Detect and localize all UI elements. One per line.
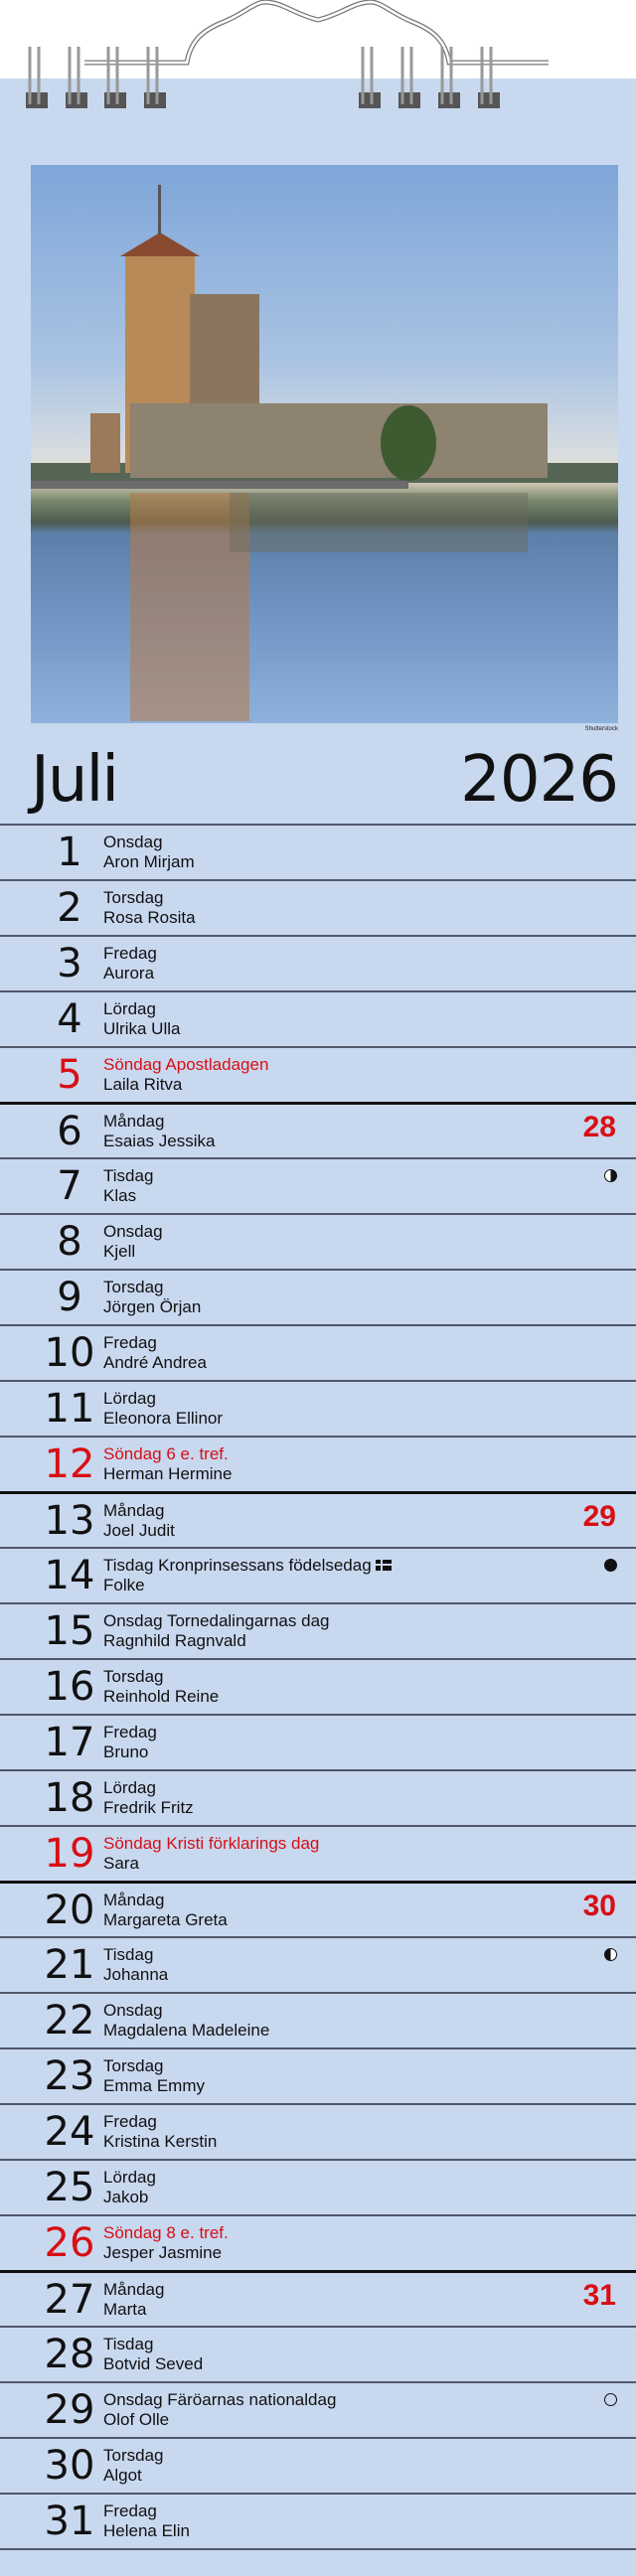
weekday: Lördag <box>103 999 156 1018</box>
weekday: Fredag <box>103 944 157 963</box>
day-row <box>0 2381 636 2437</box>
day-number: 23 <box>44 2053 95 2099</box>
weekday: Tisdag <box>103 2335 154 2353</box>
name-day: Klas <box>103 1186 137 1205</box>
day-number: 7 <box>57 1163 82 1209</box>
holiday-note: Färöarnas nationaldag <box>167 2390 337 2409</box>
day-number: 14 <box>44 1553 95 1598</box>
day-text <box>103 2446 163 2486</box>
name-day: Bruno <box>103 1743 149 1761</box>
day-row <box>0 1769 636 1825</box>
day-text <box>103 1891 228 1930</box>
weekday: Lördag <box>103 2168 156 2187</box>
name-day: Jörgen Örjan <box>103 1297 202 1316</box>
day-number: 31 <box>44 2499 95 2544</box>
day-row <box>0 1046 636 1102</box>
name-day: Emma Emmy <box>103 2076 205 2095</box>
weekday: Tisdag <box>103 1166 154 1185</box>
month-title: Juli <box>31 743 117 817</box>
name-day: Algot <box>103 2466 142 2485</box>
holiday-note: Tornedalingarnas dag <box>166 1611 330 1630</box>
name-day: Kjell <box>103 1242 136 1261</box>
weekday: Torsdag <box>103 1278 164 1296</box>
moon-new-icon <box>604 1559 617 1572</box>
weekday: Tisdag <box>103 1945 154 1964</box>
name-day: Botvid Seved <box>103 2354 204 2373</box>
day-row <box>0 1547 636 1602</box>
day-number: 29 <box>44 2387 95 2433</box>
holiday-note: Kronprinsessans födelsedag <box>158 1556 372 1575</box>
day-text <box>103 1778 194 1818</box>
day-text <box>103 1444 232 1484</box>
day-number: 5 <box>57 1052 82 1098</box>
day-row <box>0 1881 636 1936</box>
day-row <box>0 879 636 935</box>
weekday: Måndag <box>103 2280 165 2299</box>
day-number: 26 <box>44 2220 95 2266</box>
day-number: 16 <box>44 1664 95 1710</box>
day-number: 20 <box>44 1888 95 1933</box>
day-number: 18 <box>44 1775 95 1821</box>
day-row <box>0 1936 636 1992</box>
day-number: 3 <box>57 941 82 986</box>
weekday: Söndag <box>103 1444 162 1463</box>
day-row <box>0 824 636 879</box>
weekday: Onsdag <box>103 2390 163 2409</box>
day-text <box>103 1501 175 1541</box>
day-row <box>0 1658 636 1714</box>
name-day: Ragnhild Ragnvald <box>103 1631 246 1650</box>
day-list <box>0 824 636 2548</box>
day-number: 15 <box>44 1608 95 1654</box>
name-day: Rosa Rosita <box>103 908 196 927</box>
castle-photo <box>31 165 618 723</box>
day-number: 19 <box>44 1831 95 1877</box>
day-row <box>0 2270 636 2326</box>
day-row <box>0 935 636 990</box>
name-day: Fredrik Fritz <box>103 1798 194 1817</box>
name-day: Jesper Jasmine <box>103 2243 223 2262</box>
day-row <box>0 2159 636 2214</box>
day-text <box>103 1166 153 1206</box>
day-row <box>0 1436 636 1491</box>
name-day: Helena Elin <box>103 2521 190 2540</box>
day-text <box>103 1556 392 1595</box>
holiday-note: Apostladagen <box>165 1055 269 1074</box>
weekday: Onsdag <box>103 833 163 851</box>
day-text <box>103 2223 229 2263</box>
name-day: Olof Olle <box>103 2410 170 2429</box>
spiral-binding-hanger <box>0 0 636 169</box>
day-text <box>103 833 195 872</box>
weekday: Lördag <box>103 1778 156 1797</box>
day-number: 10 <box>44 1330 95 1376</box>
day-row <box>0 2437 636 2493</box>
name-day: Margareta Greta <box>103 1910 228 1929</box>
name-day: Sara <box>103 1854 139 1873</box>
name-day: Aurora <box>103 964 155 983</box>
day-number: 4 <box>57 996 82 1042</box>
day-text <box>103 2335 203 2374</box>
name-day: Esaias Jessika <box>103 1132 216 1150</box>
day-row <box>0 1491 636 1547</box>
holiday-note: 6 e. tref. <box>166 1444 229 1463</box>
name-day: Johanna <box>103 1965 169 1984</box>
weekday: Söndag <box>103 1055 162 1074</box>
weekday: Måndag <box>103 1501 165 1520</box>
day-row <box>0 1825 636 1881</box>
day-row <box>0 1602 636 1658</box>
weekday: Måndag <box>103 1891 165 1909</box>
weekday: Torsdag <box>103 1667 164 1686</box>
name-day: Folke <box>103 1576 145 1594</box>
day-row <box>0 2047 636 2103</box>
year-title: 2026 <box>460 743 618 817</box>
day-text <box>103 2168 156 2207</box>
day-text <box>103 1945 168 1985</box>
day-row <box>0 2103 636 2159</box>
day-number: 11 <box>44 1386 95 1432</box>
week-number: 31 <box>582 2279 616 2312</box>
day-number: 6 <box>57 1109 82 1154</box>
day-text <box>103 1278 201 1317</box>
day-row <box>0 1324 636 1380</box>
weekday: Torsdag <box>103 2056 164 2075</box>
week-number: 28 <box>582 1111 616 1143</box>
day-number: 24 <box>44 2109 95 2155</box>
day-text <box>103 888 196 928</box>
day-number: 1 <box>57 830 82 875</box>
day-row <box>0 2493 636 2548</box>
moon-full-icon <box>604 2393 617 2406</box>
weekday: Torsdag <box>103 888 164 907</box>
day-text <box>103 2112 217 2152</box>
day-number: 12 <box>44 1441 95 1487</box>
day-text <box>103 944 157 984</box>
day-number: 30 <box>44 2443 95 2489</box>
name-day: Jakob <box>103 2188 149 2206</box>
day-number: 28 <box>44 2332 95 2377</box>
day-row <box>0 1269 636 1324</box>
day-text <box>103 2280 164 2320</box>
weekday: Söndag <box>103 1834 162 1853</box>
day-text <box>103 1611 329 1651</box>
day-number: 2 <box>57 885 82 931</box>
weekday: Onsdag <box>103 1611 163 1630</box>
name-day: Reinhold Reine <box>103 1687 220 1706</box>
flag-icon <box>376 1560 392 1571</box>
bottom-divider <box>0 2548 636 2550</box>
day-number: 22 <box>44 1998 95 2044</box>
day-row <box>0 1714 636 1769</box>
name-day: Ulrika Ulla <box>103 1019 181 1038</box>
weekday: Onsdag <box>103 1222 163 1241</box>
name-day: Kristina Kerstin <box>103 2132 218 2151</box>
day-row <box>0 2326 636 2381</box>
day-number: 8 <box>57 1219 82 1265</box>
weekday: Fredag <box>103 2112 157 2131</box>
day-row <box>0 1380 636 1436</box>
day-text <box>103 2001 269 2041</box>
name-day: Laila Ritva <box>103 1075 183 1094</box>
day-text <box>103 1112 215 1151</box>
weekday: Söndag <box>103 2223 162 2242</box>
name-day: Marta <box>103 2300 147 2319</box>
day-text <box>103 1389 223 1429</box>
weekday: Måndag <box>103 1112 165 1131</box>
holiday-note: 8 e. tref. <box>166 2223 229 2242</box>
name-day: Eleonora Ellinor <box>103 1409 224 1428</box>
name-day: Aron Mirjam <box>103 852 195 871</box>
name-day: André Andrea <box>103 1353 207 1372</box>
day-row <box>0 2214 636 2270</box>
day-text <box>103 1834 319 1874</box>
day-text <box>103 1055 268 1095</box>
name-day: Herman Hermine <box>103 1464 233 1483</box>
day-row <box>0 1157 636 1213</box>
weekday: Lördag <box>103 1389 156 1408</box>
day-row <box>0 1213 636 1269</box>
day-number: 25 <box>44 2165 95 2210</box>
moon-last-quarter-icon <box>604 1948 617 1961</box>
day-text <box>103 1723 157 1762</box>
weekday: Torsdag <box>103 2446 164 2465</box>
day-row <box>0 990 636 1046</box>
day-text <box>103 1667 219 1707</box>
day-number: 9 <box>57 1275 82 1320</box>
moon-first-quarter-icon <box>604 1169 617 1182</box>
day-number: 17 <box>44 1720 95 1765</box>
day-text <box>103 999 180 1039</box>
name-day: Joel Judit <box>103 1521 175 1540</box>
day-number: 13 <box>44 1498 95 1544</box>
day-text <box>103 2501 190 2541</box>
holiday-note: Kristi förklarings dag <box>166 1834 320 1853</box>
weekday: Onsdag <box>103 2001 163 2020</box>
day-number: 27 <box>44 2277 95 2323</box>
weekday: Fredag <box>103 1723 157 1742</box>
day-text <box>103 1333 207 1373</box>
week-number: 30 <box>582 1890 616 1922</box>
name-day: Magdalena Madeleine <box>103 2021 270 2040</box>
week-number: 29 <box>582 1500 616 1533</box>
photo-credit: Shutterstock <box>584 726 618 732</box>
day-row <box>0 1102 636 1157</box>
day-row <box>0 1992 636 2047</box>
weekday: Fredag <box>103 1333 157 1352</box>
weekday: Fredag <box>103 2501 157 2520</box>
day-text <box>103 2390 336 2430</box>
day-number: 21 <box>44 1942 95 1988</box>
day-text <box>103 1222 163 1262</box>
weekday: Tisdag <box>103 1556 154 1575</box>
day-text <box>103 2056 205 2096</box>
